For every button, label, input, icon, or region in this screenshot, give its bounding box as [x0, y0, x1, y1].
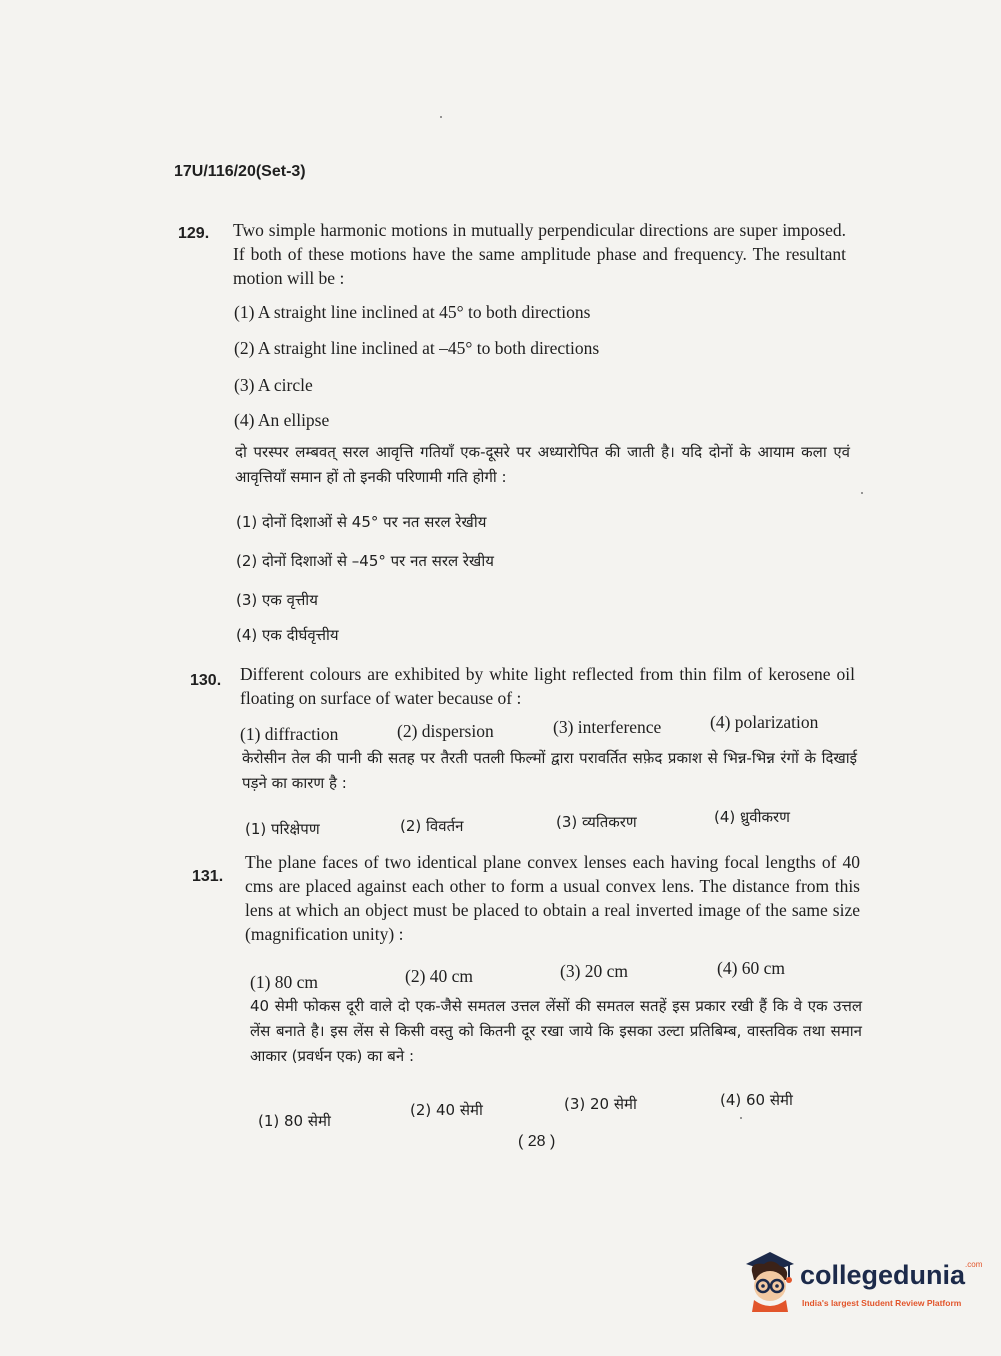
question-text-en: The plane faces of two identical plane convex lenses each having focal lengths of 40 cms are placed against each other to form a usual convex lens. The distance from this lens at which an object must be placed to obtain a real inverted image of the same size (magnification unity) : — [245, 852, 860, 944]
page-number: ( 28 ) — [518, 1133, 556, 1150]
scan-speck — [861, 492, 863, 494]
option-en: (1) A straight line inclined at 45° to both directions — [234, 302, 591, 322]
question-text-hi: केरोसीन तेल की पानी की सतह पर तैरती पतली फिल्मों द्वारा परावर्तित सफ़ेद प्रकाश से भिन्न-भिन्न रंगों के दिखाई पड़ने का कारण है : — [242, 749, 857, 792]
option-hi: (3) एक वृत्तीय — [236, 591, 318, 609]
question-130 — [190, 660, 860, 850]
option-en: (3) 20 cm — [560, 961, 629, 981]
option-hi: (1) परिक्षेपण — [245, 820, 320, 838]
mascot-icon — [742, 1250, 798, 1312]
question-text-hi: दो परस्पर लम्बवत् सरल आवृत्ति गतियाँ एक-दूसरे पर अध्यारोपित की जाती है। यदि दोनों के आयाम कला एवं आवृत्तियाँ समान हों तो इनकी परिणामी गति होगी : — [235, 443, 850, 486]
option-en: (2) A straight line inclined at –45° to both directions — [234, 338, 600, 358]
brand-name: collegedunia — [800, 1260, 966, 1290]
option-en: (3) interference — [553, 717, 662, 737]
question-number: 130. — [190, 672, 222, 689]
logo-wordmark — [800, 1260, 982, 1291]
option-hi: (1) दोनों दिशाओं से 45° पर नत सरल रेखीय — [236, 513, 487, 531]
question-131 — [192, 848, 867, 1128]
question-text-en: Different colours are exhibited by white light reflected from thin film of kerosene oil floating on surface of water because of : — [240, 664, 855, 708]
option-hi: (3) व्यतिकरण — [556, 813, 637, 831]
question-text-hi: 40 सेमी फोकस दूरी वाले दो एक-जैसे समतल उत्तल लेंसों की समतल सतहें इस प्रकार रखी हैं कि वे एक उत्तल लेंस बनाते है। इस लेंस से किसी वस्तु को कितनी दूर रखा जाये कि इसका उल्टा प्रतिबिम्ब, वास्तविक तथा समान आकार (प्रवर्धन एक) का बने : — [250, 997, 862, 1065]
brand-suffix: .com — [965, 1260, 983, 1269]
question-text-en: Two simple harmonic motions in mutually perpendicular directions are super imposed. If both of these motions have the same amplitude phase and frequency. The resultant motion will be : — [233, 220, 846, 288]
question-number: 129. — [178, 225, 210, 242]
option-hi: (2) 40 सेमी — [410, 1101, 483, 1119]
question-number: 131. — [192, 868, 224, 885]
option-hi: (4) एक दीर्घवृत्तीय — [236, 626, 339, 644]
option-en: (1) diffraction — [240, 724, 339, 744]
paper-code: 17U/116/20(Set-3) — [174, 163, 306, 180]
option-en: (3) A circle — [234, 375, 313, 395]
option-hi: (4) ध्रुवीकरण — [714, 808, 790, 826]
option-en: (4) 60 cm — [717, 958, 786, 978]
option-hi: (1) 80 सेमी — [258, 1112, 331, 1130]
option-en: (4) polarization — [710, 712, 819, 732]
collegedunia-logo — [742, 1250, 983, 1320]
question-129 — [178, 218, 858, 648]
option-hi: (2) दोनों दिशाओं से –45° पर नत सरल रेखीय — [236, 552, 494, 570]
logo-tagline: India's largest Student Review Platform — [802, 1298, 962, 1308]
option-hi: (2) विवर्तन — [400, 817, 464, 835]
option-hi: (4) 60 सेमी — [720, 1091, 793, 1109]
scan-speck — [440, 116, 442, 118]
option-en: (4) An ellipse — [234, 410, 330, 430]
option-en: (1) 80 cm — [250, 972, 319, 992]
option-en: (2) 40 cm — [405, 966, 474, 986]
option-hi: (3) 20 सेमी — [564, 1095, 637, 1113]
option-en: (2) dispersion — [397, 721, 494, 741]
